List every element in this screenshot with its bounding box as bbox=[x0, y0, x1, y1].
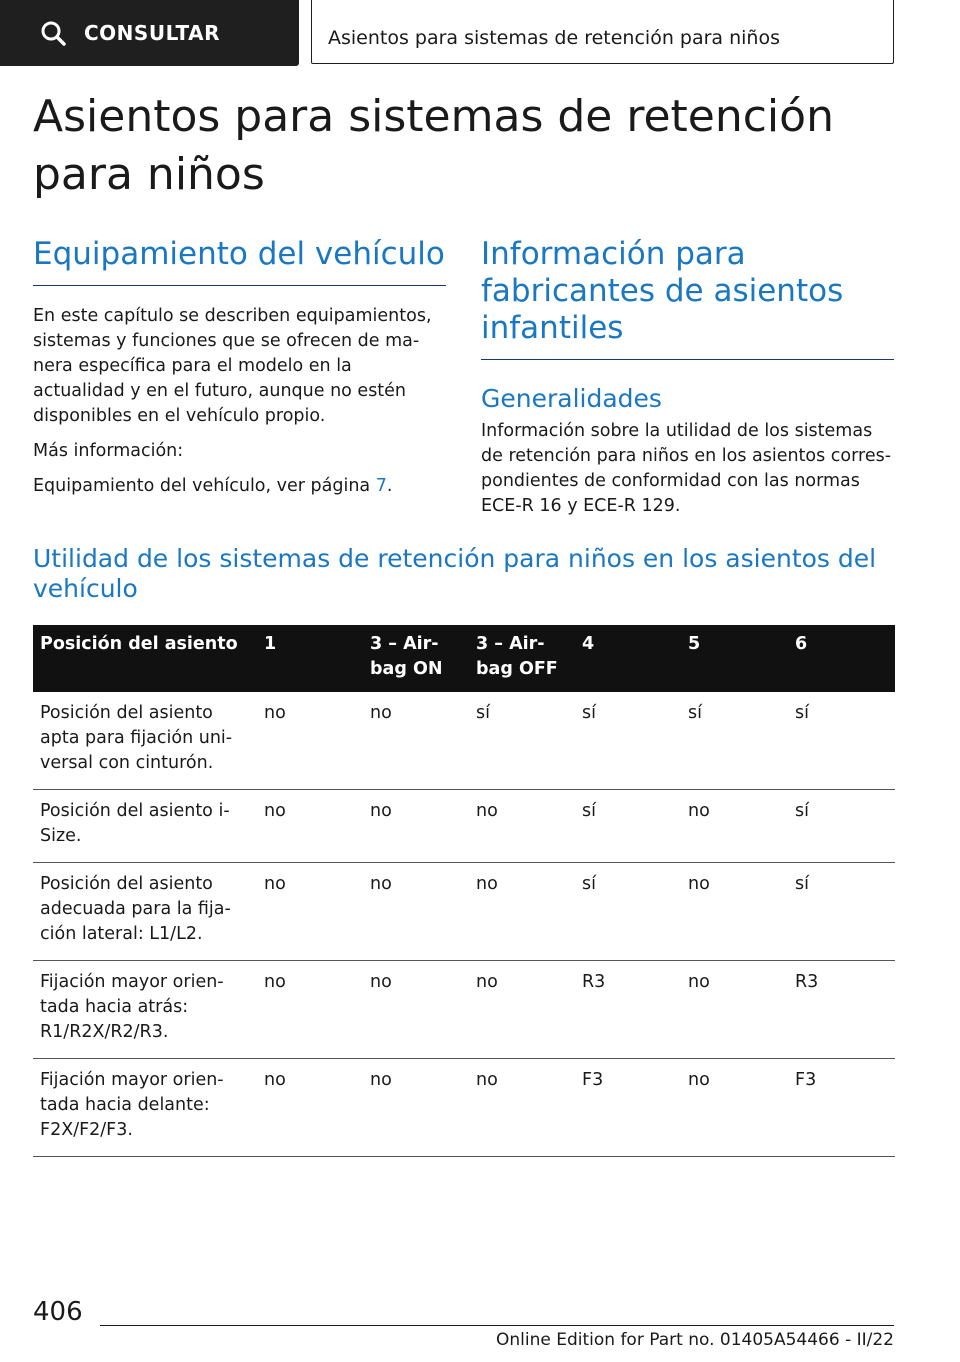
table-cell: sí bbox=[575, 863, 681, 961]
table-cell: sí bbox=[681, 692, 788, 790]
edition-note: Online Edition for Part no. 01405A54466 - II/22 bbox=[495, 1330, 894, 1350]
consult-label: CONSULTAR bbox=[84, 21, 220, 45]
table-row bbox=[33, 863, 895, 961]
header-seat-6: 6 bbox=[788, 625, 895, 692]
header-seat-position: Posición del asiento bbox=[33, 625, 257, 692]
table-cell: R3 bbox=[575, 961, 681, 1059]
reference-page-link[interactable]: 7 bbox=[375, 476, 387, 496]
table-cell: no bbox=[363, 961, 469, 1059]
equipment-reference bbox=[33, 474, 446, 499]
table-cell: no bbox=[257, 863, 363, 961]
table-row bbox=[33, 1059, 895, 1157]
section-heading-manufacturers: Información para fabricantes de asientos infantiles bbox=[481, 236, 894, 360]
table-row bbox=[33, 790, 895, 863]
table-cell: F3 bbox=[575, 1059, 681, 1157]
table-row bbox=[33, 692, 895, 790]
breadcrumb-text: Asientos para sistemas de retención para niños bbox=[328, 27, 780, 49]
table-section-title: Utilidad de los sistemas de retención para niños en los asientos del vehículo bbox=[33, 544, 877, 603]
table-cell: sí bbox=[469, 692, 575, 790]
header-seat-3-airbag-on: 3 – Air-bag ON bbox=[363, 625, 469, 692]
seat-suitability-table bbox=[33, 625, 895, 1157]
table-cell: sí bbox=[788, 863, 895, 961]
page-title: Asientos para sistemas de retención para niños bbox=[33, 91, 834, 200]
generalities-paragraph: Información sobre la utilidad de los sistemas de retención para niños en los asientos corres-pondientes de conformidad con las normas ECE-R 16 y ECE-R 129. bbox=[481, 421, 892, 516]
footer-divider bbox=[100, 1325, 894, 1326]
table-cell: no bbox=[257, 1059, 363, 1157]
table-cell: F3 bbox=[788, 1059, 895, 1157]
table-cell: no bbox=[681, 1059, 788, 1157]
top-bar bbox=[0, 0, 960, 66]
table-cell: no bbox=[363, 692, 469, 790]
left-column bbox=[33, 236, 446, 499]
right-column bbox=[481, 236, 894, 519]
table-cell: R3 bbox=[788, 961, 895, 1059]
table-cell: sí bbox=[575, 790, 681, 863]
table-cell: no bbox=[363, 1059, 469, 1157]
table-cell: no bbox=[363, 790, 469, 863]
table-cell: no bbox=[681, 961, 788, 1059]
table-cell: no bbox=[469, 863, 575, 961]
table-cell: no bbox=[257, 692, 363, 790]
table-cell: sí bbox=[788, 692, 895, 790]
header-seat-4: 4 bbox=[575, 625, 681, 692]
row-label: Fijación mayor orien-tada hacia atrás: R1/R2X/R2/R3. bbox=[33, 961, 257, 1059]
reference-end: . bbox=[386, 476, 393, 496]
table-cell: sí bbox=[575, 692, 681, 790]
consult-button[interactable] bbox=[0, 0, 299, 66]
section-heading-equipment: Equipamiento del vehículo bbox=[33, 236, 446, 286]
header-seat-3-airbag-off: 3 – Air-bag OFF bbox=[469, 625, 575, 692]
reference-text: Equipamiento del vehículo, ver página bbox=[33, 476, 376, 496]
table-cell: no bbox=[469, 1059, 575, 1157]
table-header-row bbox=[33, 625, 895, 692]
table-cell: no bbox=[681, 790, 788, 863]
table-cell: no bbox=[469, 790, 575, 863]
more-info-label: Más información: bbox=[33, 441, 184, 461]
table-row bbox=[33, 961, 895, 1059]
header-seat-1: 1 bbox=[257, 625, 363, 692]
page-number: 406 bbox=[33, 1297, 83, 1327]
row-label: Posición del asiento adecuada para la fija-ción lateral: L1/L2. bbox=[33, 863, 257, 961]
row-label: Posición del asiento apta para fijación uni-versal con cinturón. bbox=[33, 692, 257, 790]
search-icon bbox=[40, 20, 66, 46]
table-cell: no bbox=[469, 961, 575, 1059]
table-cell: no bbox=[363, 863, 469, 961]
table-cell: no bbox=[681, 863, 788, 961]
subheading-generalities: Generalidades bbox=[481, 384, 662, 413]
row-label: Fijación mayor orien-tada hacia delante: F2X/F2/F3. bbox=[33, 1059, 257, 1157]
row-label: Posición del asiento i-Size. bbox=[33, 790, 257, 863]
table-cell: no bbox=[257, 790, 363, 863]
breadcrumb[interactable] bbox=[311, 0, 894, 64]
table-cell: no bbox=[257, 961, 363, 1059]
header-seat-5: 5 bbox=[681, 625, 788, 692]
equipment-paragraph: En este capítulo se describen equipamientos, sistemas y funciones que se ofrecen de ma-nera específica para el modelo en la actualidad y en el futuro, aunque no estén disponibles en el vehículo propio. bbox=[33, 306, 432, 426]
table-cell: sí bbox=[788, 790, 895, 863]
